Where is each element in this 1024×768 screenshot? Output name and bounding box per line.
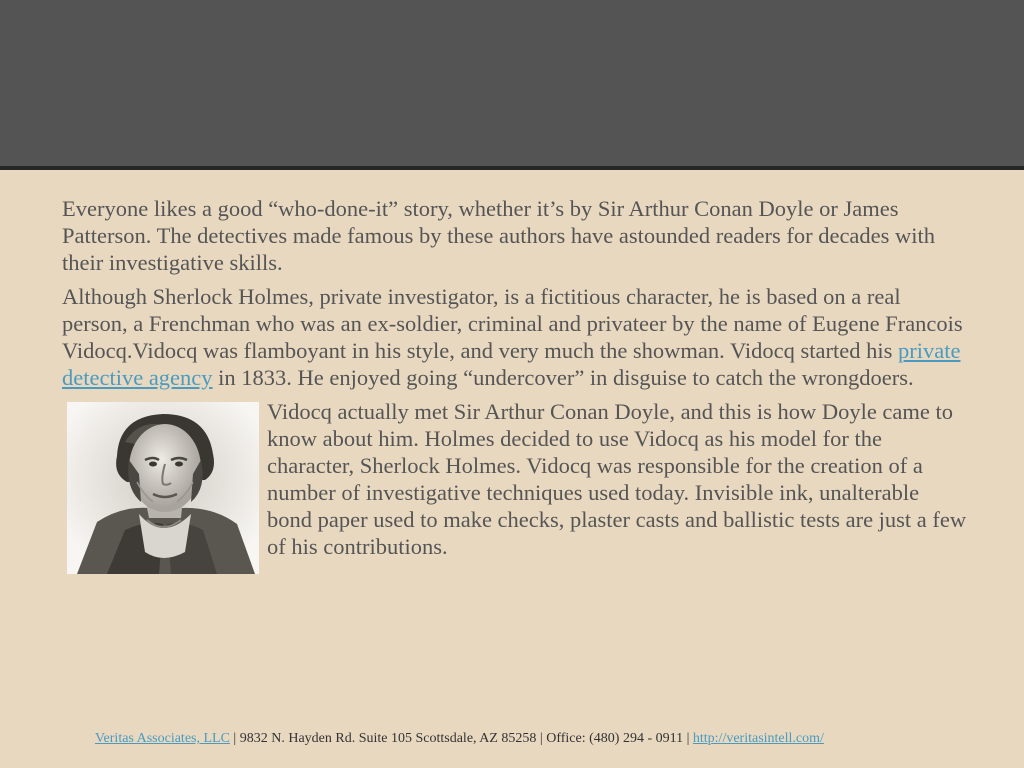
paragraph-holmes-text-start: Although Sherlock Holmes, private investigator, is a fictitious character, he is based on a real person, a Frenchman who was an ex-soldier, criminal and privateer by the name of Eugene Francois Vidocq.Vidocq was flamboyant in his style, and very much the showman. Vidocq started his (62, 284, 963, 363)
header-divider (0, 166, 1024, 170)
paragraph-intro: Everyone likes a good “who-done-it” story, whether it’s by Sir Arthur Conan Doyle or James Patterson. The detectives made famous by these authors have astounded readers for decades with their investigative skills. (62, 196, 936, 275)
private-detective-agency-link[interactable]: private detective agency (62, 338, 961, 390)
figure-block (62, 398, 967, 578)
portrait-icon (67, 402, 259, 574)
paragraph-holmes-text-end: in 1833. He enjoyed going “undercover” in disguise to catch the wrongdoers. (212, 365, 914, 390)
footer (95, 730, 975, 748)
paragraph-holmes (62, 283, 967, 391)
website-link[interactable]: http://veritasintell.com/ (692, 731, 824, 746)
slide-content (62, 195, 967, 578)
footer-address: | 9832 N. Hayden Rd. Suite 105 Scottsdale, AZ 85258 | Office: (480) 294 - 0911 | (229, 731, 693, 746)
company-link[interactable]: Veritas Associates, LLC (95, 731, 230, 746)
header-banner (0, 0, 1024, 166)
paragraph-vidocq-contributions: Vidocq actually met Sir Arthur Conan Doyle, and this is how Doyle came to know about him. Holmes decided to use Vidocq as his model for the character, Sherlock Holmes. Vidocq was responsible for the creation of a number of investigative techniques used today. Invisible ink, unalterable bond paper used to make checks, plaster casts and ballistic tests are just a few of his contributions. (267, 399, 967, 559)
